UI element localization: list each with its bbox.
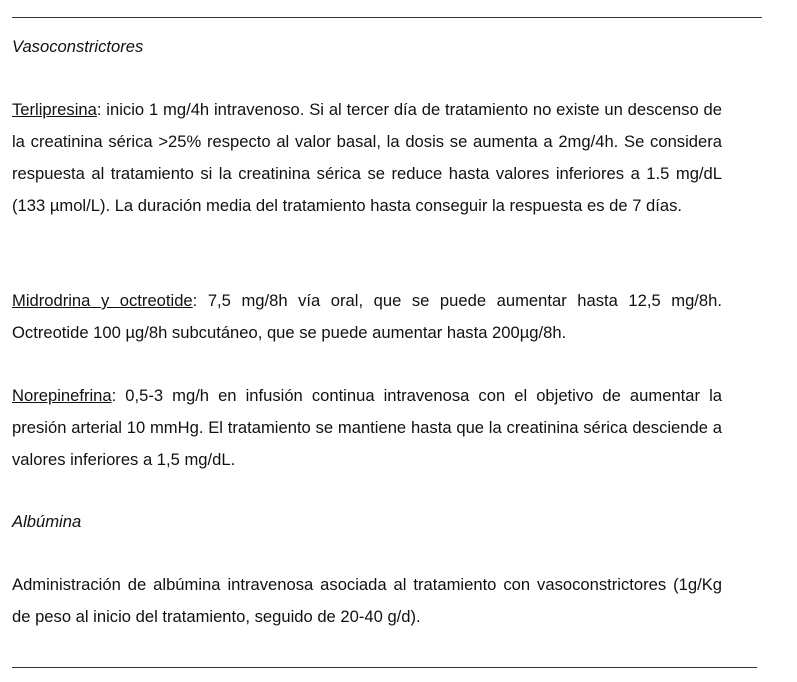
paragraph-albumina: Administración de albúmina intravenosa asociada al tratamiento con vasoconstrictores (1g/Kg de peso al inicio del tratamiento, seguido de 20-40 g/d). [12, 575, 722, 626]
text-norepinefrina: : 0,5-3 mg/h en infusión continua intravenosa con el objetivo de aumentar la presión arterial 10 mmHg. El tratamiento se mantiene hasta que la creatinina sérica desciende a valores inferiores a 1,5 mg/dL. [12, 386, 722, 469]
text-midrodrina-octreotide: : 7,5 mg/8h vía oral, que se puede aumentar hasta 12,5 mg/8h. Octreotide 100 µg/8h subcutáneo, que se puede aumentar hasta 200µg/8h. [12, 291, 722, 342]
paragraph-terlipresina [12, 94, 722, 222]
section-heading-albumina: Albúmina [12, 512, 82, 531]
text-terlipresina: : inicio 1 mg/4h intravenoso. Si al tercer día de tratamiento no existe un descenso de la creatinina sérica >25% respecto al valor basal, la dosis se aumenta a 2mg/4h. Se considera respuesta al tratamiento si la creatinina sérica se reduce hasta valores inferiores a 1.5 mg/dL (133 µmol/L). La duración media del tratamiento hasta conseguir la respuesta es de 7 días. [12, 100, 722, 215]
bottom-divider [12, 667, 757, 668]
term-terlipresina: Terlipresina [12, 100, 97, 119]
paragraph-midrodrina-octreotide [12, 285, 722, 349]
section-heading-vasoconstrictores: Vasoconstrictores [12, 37, 144, 56]
paragraph-norepinefrina [12, 380, 722, 476]
term-midrodrina-octreotide: Midrodrina y octreotide [12, 291, 193, 310]
term-norepinefrina: Norepinefrina [12, 386, 112, 405]
top-divider [12, 17, 762, 18]
